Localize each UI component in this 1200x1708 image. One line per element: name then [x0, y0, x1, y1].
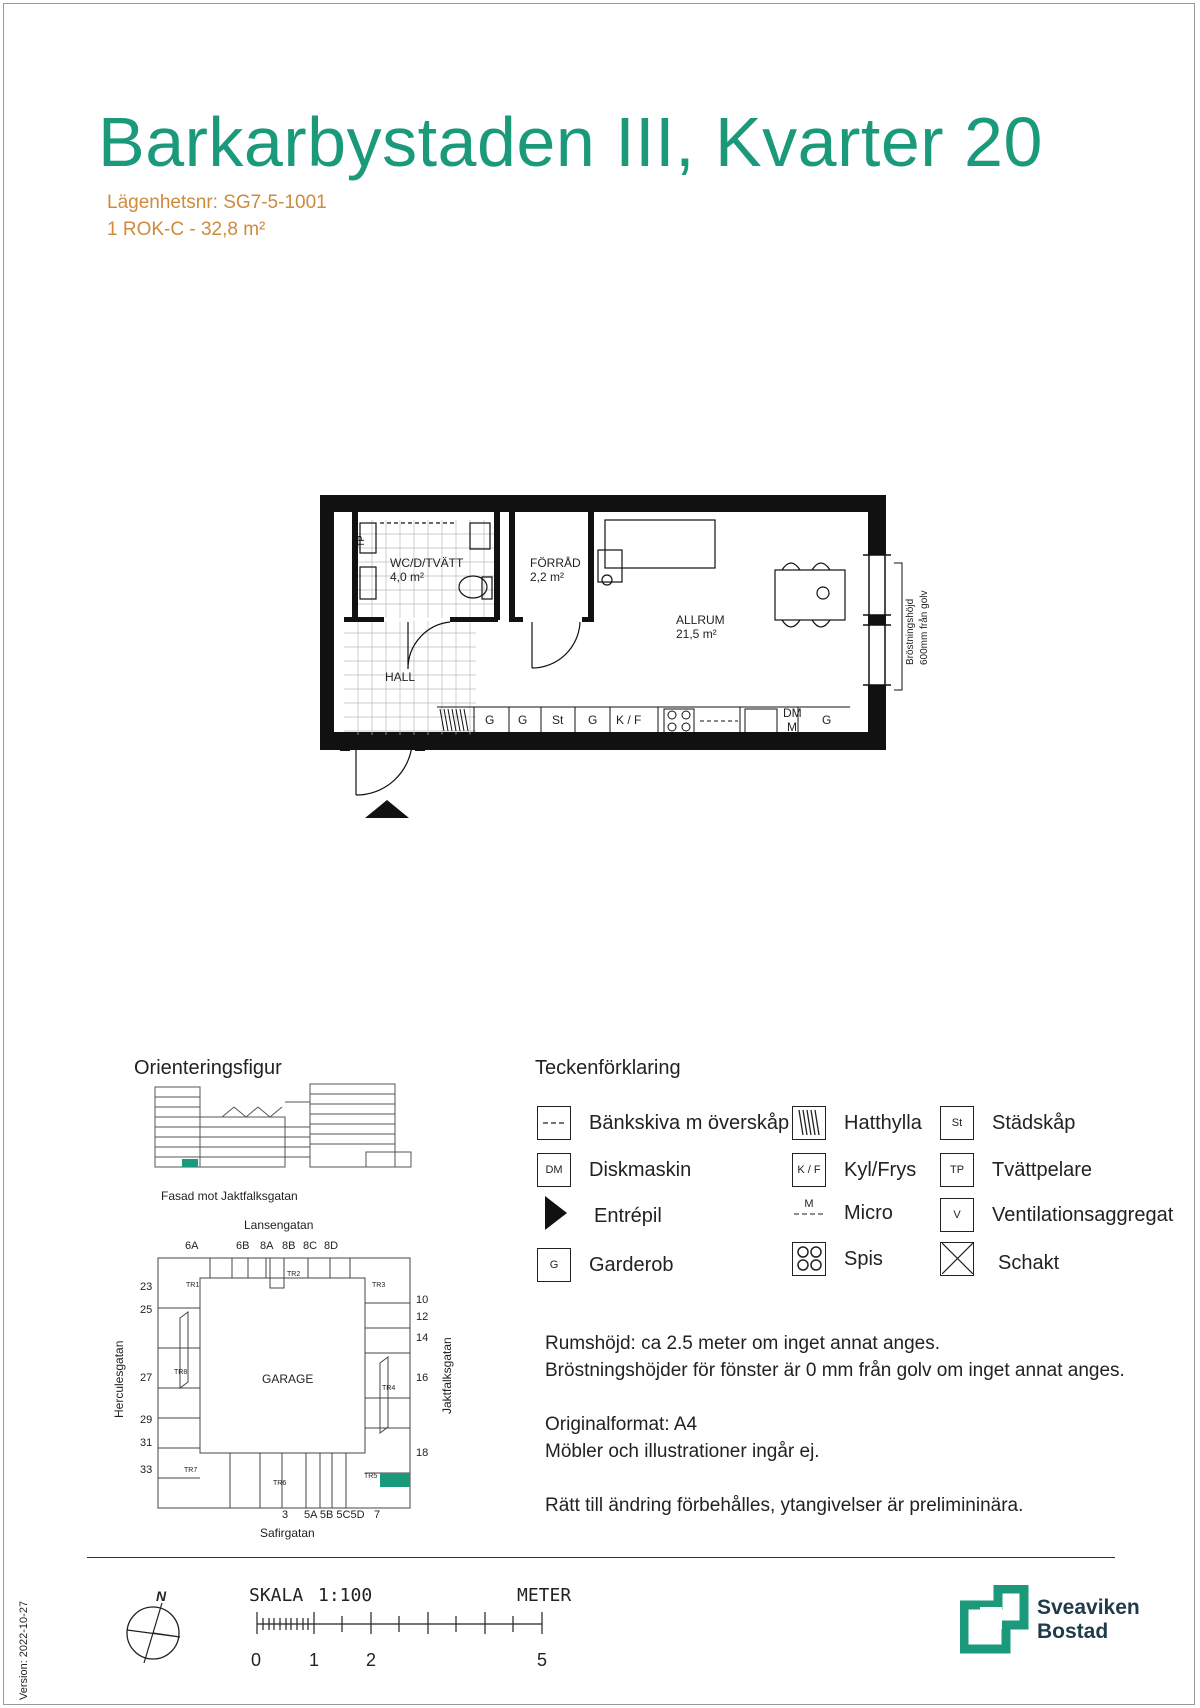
num-8d: 8D: [324, 1240, 339, 1252]
num-6a: 6A: [185, 1240, 199, 1252]
legend-kylfrys-icon: K / F: [792, 1153, 826, 1187]
num-27: 27: [140, 1372, 153, 1384]
legend-spis: Spis: [844, 1248, 883, 1270]
window-note-1: Bröstningshöjd: [905, 598, 916, 665]
tick-5: 5: [537, 1650, 548, 1670]
facade-highlight: [182, 1159, 198, 1167]
legend-garderob: Garderob: [589, 1254, 674, 1276]
allrum-label: ALLRUM: [676, 613, 725, 627]
legend-micro: Micro: [844, 1202, 893, 1224]
street-bottom: Safirgatan: [260, 1526, 315, 1540]
num-29: 29: [140, 1414, 153, 1426]
scale-value: 1:100: [318, 1585, 373, 1606]
legend-diskmaskin-icon: DM: [537, 1153, 571, 1187]
num-16: 16: [416, 1372, 429, 1384]
allrum-area: 21,5 m²: [676, 627, 717, 641]
hall-label: HALL: [385, 670, 416, 684]
tp-symbol: TP: [356, 535, 366, 547]
legend-stadskap: Städskåp: [992, 1112, 1076, 1134]
tr2: TR2: [287, 1271, 301, 1278]
legend-micro-code: M: [804, 1198, 814, 1210]
garage-label: GARAGE: [262, 1372, 314, 1386]
counter-g2: G: [518, 713, 528, 727]
page-title: Barkarbystaden III, Kvarter 20: [98, 103, 1043, 181]
legend-schakt: Schakt: [998, 1252, 1060, 1274]
brand-logo-icon: [960, 1585, 1030, 1655]
note-brostning: Bröstningshöjder för fönster är 0 mm från golv om inget annat anges.: [545, 1360, 1125, 1381]
num-23: 23: [140, 1281, 153, 1293]
counter-g1: G: [485, 713, 495, 727]
tick-0: 0: [251, 1650, 262, 1670]
forrad-label: FÖRRÅD: [530, 556, 581, 570]
scale-label: SKALA: [249, 1585, 304, 1606]
note-rumshojd: Rumshöjd: ca 2.5 meter om inget annat anges.: [545, 1333, 941, 1354]
tr3: TR3: [372, 1282, 386, 1289]
legend-diskmaskin: Diskmaskin: [589, 1159, 692, 1181]
doors: [356, 622, 580, 795]
num-31: 31: [140, 1437, 153, 1449]
scale-bar: [250, 1608, 550, 1638]
num-3: 3: [282, 1509, 289, 1521]
facade-drawing: [150, 1082, 420, 1177]
legend-spis-icon: [792, 1242, 826, 1276]
street-top: Lansengatan: [244, 1218, 314, 1232]
legend-bankskiva-icon: [537, 1106, 571, 1140]
allrum-furniture: [598, 520, 845, 627]
counter-m: M: [787, 720, 797, 734]
forrad-area: 2,2 m²: [530, 570, 565, 584]
counter-st: St: [552, 713, 564, 727]
block-highlight: [380, 1473, 410, 1487]
facade-caption: Fasad mot Jaktfalksgatan: [161, 1189, 298, 1203]
num-18: 18: [416, 1447, 429, 1459]
num-33: 33: [140, 1464, 153, 1476]
num-8c: 8C: [303, 1240, 318, 1252]
counter-g3: G: [588, 713, 598, 727]
tr5: TR5: [364, 1473, 378, 1480]
tr1: TR1: [186, 1282, 200, 1289]
num-8b: 8B: [282, 1240, 296, 1252]
window-bracket: [894, 563, 902, 690]
street-right: Jaktfalksgatan: [440, 1337, 454, 1414]
legend-micro-icon: [792, 1198, 826, 1232]
num-6b: 6B: [236, 1240, 250, 1252]
legend-kylfrys: Kyl/Frys: [844, 1159, 917, 1181]
legend-garderob-icon: G: [537, 1248, 571, 1282]
floor-plan: [320, 495, 940, 830]
legend-ventilation-icon: V: [940, 1198, 974, 1232]
meter-label: METER: [517, 1585, 572, 1606]
tr8: TR8: [174, 1369, 188, 1376]
legend-tvattpelare: Tvättpelare: [992, 1159, 1093, 1181]
orientation-heading: Orienteringsfigur: [134, 1057, 282, 1079]
legend-hatthylla: Hatthylla: [844, 1112, 922, 1134]
counter-dm: DM: [783, 706, 802, 720]
legend-ventilation: Ventilationsaggregat: [992, 1204, 1174, 1226]
brand-line-1: Sveaviken: [1037, 1596, 1140, 1619]
tick-1: 1: [309, 1650, 320, 1670]
block-plan: [150, 1248, 430, 1518]
wc-label: WC/D/TVÄTT: [390, 556, 464, 570]
street-left: Herculesgatan: [112, 1340, 126, 1418]
north-label: N: [156, 1588, 167, 1604]
num-8a: 8A: [260, 1240, 274, 1252]
counter-g4: G: [822, 713, 832, 727]
tr6: TR6: [273, 1480, 287, 1487]
entrance-arrow: [365, 800, 409, 818]
legend-stadskap-icon: St: [940, 1106, 974, 1140]
window-note-2: 600mm från golv: [919, 590, 930, 665]
num-14: 14: [416, 1332, 429, 1344]
tr7: TR7: [184, 1467, 198, 1474]
brand-line-2: Bostad: [1037, 1620, 1109, 1643]
tick-2: 2: [366, 1650, 377, 1670]
legend-hatthylla-icon: [792, 1106, 826, 1140]
footer-divider: [87, 1557, 1115, 1558]
legend-tvattpelare-icon: TP: [940, 1153, 974, 1187]
num-25: 25: [140, 1304, 153, 1316]
legend-bankskiva: Bänkskiva m överskåp: [589, 1112, 790, 1134]
note-originalformat: Originalformat: A4: [545, 1414, 698, 1435]
apartment-type: 1 ROK-C - 32,8 m²: [107, 219, 266, 240]
wc-area: 4,0 m²: [390, 570, 425, 584]
legend-entrepil: Entrépil: [594, 1205, 662, 1227]
version-label: Version: 2022-10-27: [18, 1600, 30, 1700]
legend-schakt-icon: [940, 1242, 974, 1276]
tr4: TR4: [382, 1385, 396, 1392]
legend-entrepil-icon: [543, 1194, 569, 1232]
note-mobler: Möbler och illustrationer ingår ej.: [545, 1441, 820, 1462]
num-7: 7: [374, 1509, 381, 1521]
apartment-number: Lägenhetsnr: SG7-5-1001: [107, 192, 327, 213]
note-ratt: Rätt till ändring förbehålles, ytangivelser är prelimininära.: [545, 1495, 1024, 1516]
num-12: 12: [416, 1311, 429, 1323]
num-5: 5A 5B 5C5D: [304, 1509, 365, 1521]
counter-kf: K / F: [616, 713, 642, 727]
num-10: 10: [416, 1294, 429, 1306]
legend-heading: Teckenförklaring: [535, 1057, 681, 1079]
